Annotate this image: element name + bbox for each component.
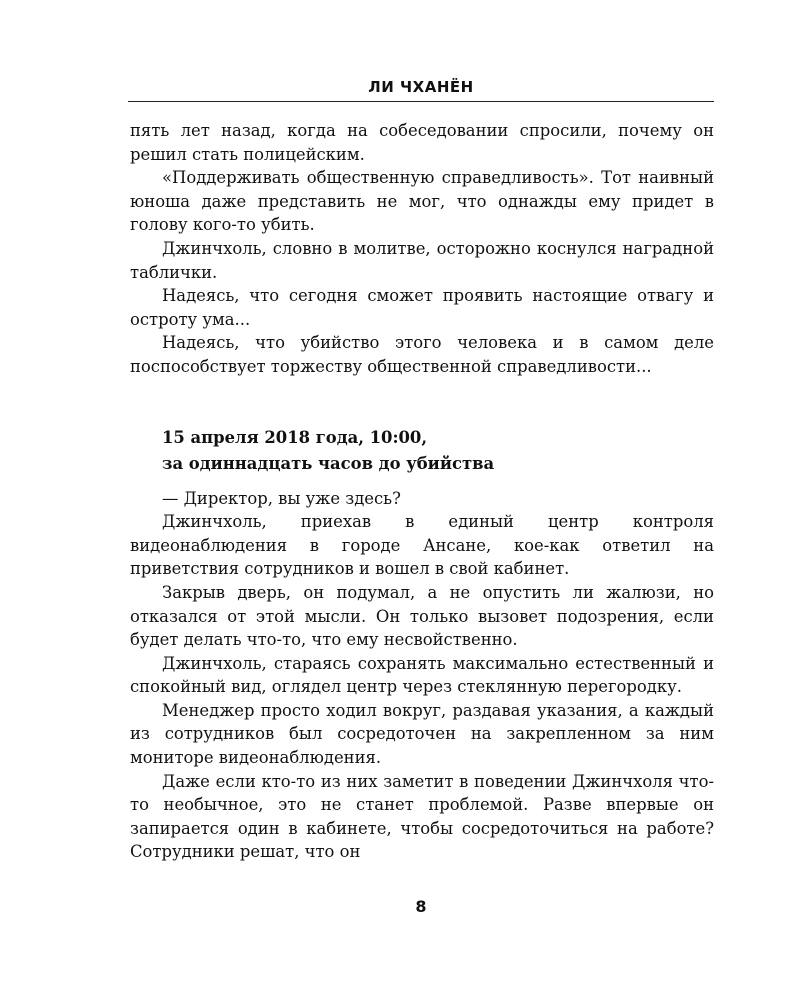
- paragraph: Менеджер просто ходил вокруг, раздавая указания, а каждый из сотрудников был сосредоточен на закрепленном за ним мониторе видеонаблюдения.: [130, 700, 714, 768]
- paragraph: Джинчхоль, приехав в единый центр контроля видеонаблюдения в городе Ансане, кое-как ответил на приветствия сотрудников и вошел в свой кабинет.: [130, 512, 714, 579]
- paragraph: Джинчхоль, стараясь сохранять максимально естественный и спокойный вид, оглядел центр через стеклянную перегородку.: [130, 653, 714, 697]
- header-divider: [128, 101, 714, 102]
- paragraph: Даже если кто-то из них заметит в поведении Джинчхоля что-то необычное, это не станет проблемой. Разве впервые он запирается один в кабинете, чтобы сосредоточиться на работе? Сотрудники решат, что он: [130, 771, 714, 862]
- page-number: 8: [415, 897, 427, 916]
- paragraph: Закрыв дверь, он подумал, а не опустить ли жалюзи, но отказался от этой мысли. Он только вызовет подозрения, если будет делать что-то, что ему несвойственно.: [130, 582, 714, 650]
- running-header-author: ЛИ ЧХАНЁН: [368, 78, 474, 96]
- dialogue-line: — Директор, вы уже здесь?: [162, 488, 401, 508]
- paragraph: Надеясь, что убийство этого человека и в самом деле поспособствует торжеству общественной справедливости...: [130, 333, 714, 376]
- page-body: [130, 119, 714, 864]
- section-heading: [162, 425, 714, 477]
- section-heading-subtitle: за одиннадцать часов до убийства: [162, 453, 495, 473]
- paragraph: Джинчхоль, словно в молитве, осторожно коснулся наградной таблички.: [130, 238, 714, 282]
- section-heading-date: 15 апреля 2018 года, 10:00,: [162, 427, 428, 447]
- paragraph: пять лет назад, когда на собеседовании спросили, почему он решил стать полицейским.: [130, 121, 714, 164]
- paragraph: «Поддерживать общественную справедливость». Тот наивный юноша даже представить не мог, что однажды ему придет в голову кого-то убить.: [130, 168, 714, 235]
- paragraph: Надеясь, что сегодня сможет проявить настоящие отвагу и остроту ума...: [130, 286, 714, 329]
